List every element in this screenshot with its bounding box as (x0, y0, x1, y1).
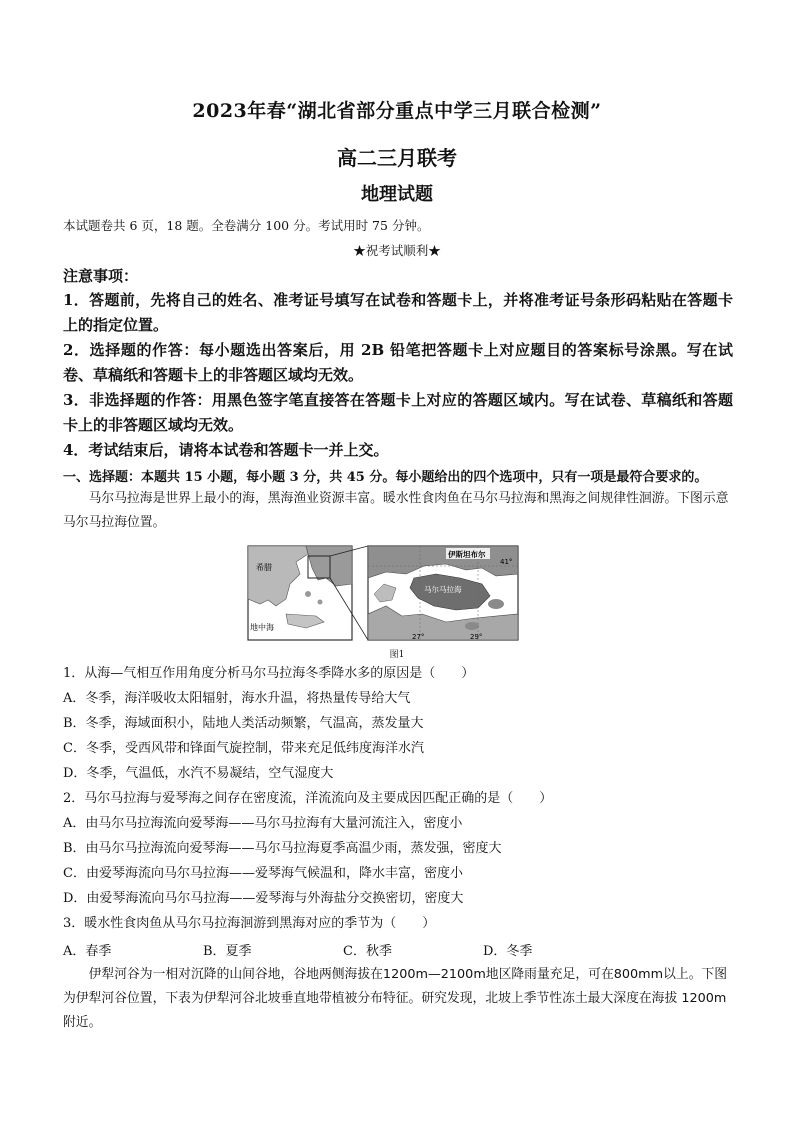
detail-lake (465, 622, 479, 630)
question-2-option-d: D．由爱琴海流向马尔马拉海——爱琴海与外海盐分交换密切，密度大 (63, 891, 464, 906)
marmara-map-figure (246, 544, 520, 644)
label-greece: 希腊 (256, 563, 272, 572)
exam-info: 本试题卷共 6 页，18 题。全卷满分 100 分。考试用时 75 分钟。 (63, 218, 430, 233)
question-1-option-a: A．冬季，海洋吸收太阳辐射，海水升温，将热量传导给大气 (63, 691, 411, 706)
inset-island-small (318, 600, 323, 605)
exam-title: 2023年春“湖北省部分重点中学三月联合检测” (192, 100, 602, 122)
note-item-1: 1．答题前，先将自己的姓名、准考证号填写在试卷和答题卡上，并将准考证号条形码粘贴在答题卡上的指定位置。 (63, 291, 733, 334)
note-item-4: 4．考试结束后，请将本试卷和答题卡一并上交。 (63, 441, 389, 459)
question-1-option-d: D．冬季，气温低，水汽不易凝结，空气湿度大 (63, 766, 334, 781)
subject-title: 地理试题 (361, 184, 433, 205)
question-3-option-a: A．春季 (63, 944, 112, 959)
note-item-3: 3．非选择题的作答：用黑色签字笔直接答在答题卡上对应的答题区域内。写在试卷、草稿纸和答题卡上的非答题区域均无效。 (63, 391, 733, 434)
label-mediterranean: 地中海 (250, 623, 274, 632)
label-marmara-sea: 马尔马拉海 (424, 585, 462, 594)
label-istanbul: 伊斯坦布尔 (448, 550, 486, 559)
question-2-stem: 2．马尔马拉海与爱琴海之间存在密度流，洋流流向及主要成因匹配正确的是（ ） (63, 791, 553, 806)
passage-marmara: 马尔马拉海是世界上最小的海，黑海渔业资源丰富。暖水性食肉鱼在马尔马拉海和黑海之间规律性洄游。下图示意马尔马拉海位置。 (63, 491, 729, 530)
question-3-option-b: B．夏季 (203, 944, 252, 959)
figure-caption: 图1 (389, 650, 405, 660)
question-3-options (63, 940, 532, 959)
question-3-option-d: D．冬季 (483, 944, 533, 959)
notes-heading: 注意事项： (63, 267, 139, 285)
question-1-option-b: B．冬季，海域面积小，陆地人类活动频繁，气温高，蒸发量大 (63, 716, 424, 731)
label-lat-41: 41° (500, 558, 513, 566)
question-1-option-c: C．冬季，受西风带和锋面气旋控制，带来充足低纬度海洋水汽 (63, 741, 424, 756)
inset-island-small (305, 591, 311, 597)
exam-subtitle: 高二三月联考 (337, 146, 457, 170)
passage-yili-valley: 伊犁河谷为一相对沉降的山间谷地，谷地两侧海拔在1200m—2100m地区降雨量充足，可在800mm以上。下图为伊犁河谷位置，下表为伊犁河谷北坡垂直地带植被分布特征。研究发现，北坡上季节性冻土最大深度在海拔 1200m附近。 (63, 967, 728, 1030)
question-3-option-c: C．秋季 (343, 944, 392, 959)
question-3-stem: 3．暖水性食肉鱼从马尔马拉海洄游到黑海对应的季节为（ ） (63, 916, 436, 931)
label-lon-29: 29° (470, 633, 483, 641)
question-2-option-a: A．由马尔马拉海流向爱琴海——马尔马拉海有大量河流注入，密度小 (63, 816, 463, 831)
question-2-option-c: C．由爱琴海流向马尔马拉海——爱琴海气候温和，降水丰富，密度小 (63, 866, 463, 881)
note-item-2: 2．选择题的作答：每小题选出答案后，用 2B 铅笔把答题卡上对应题目的答案标号涂黑。写在试卷、草稿纸和答题卡上的非答题区域均无效。 (63, 341, 733, 384)
detail-lake (488, 599, 504, 609)
section-heading: 一、选择题：本题共 15 小题，每小题 3 分，共 45 分。每小题给出的四个选项中，只有一项是最符合要求的。 (63, 470, 708, 485)
question-1-stem: 1．从海—气相互作用角度分析马尔马拉海冬季降水多的原因是（ ） (63, 666, 475, 681)
good-luck-line: ★祝考试顺利★ (353, 243, 441, 258)
question-2-option-b: B．由马尔马拉海流向爱琴海——马尔马拉海夏季高温少雨，蒸发强，密度大 (63, 841, 502, 856)
label-lon-27: 27° (412, 633, 425, 641)
